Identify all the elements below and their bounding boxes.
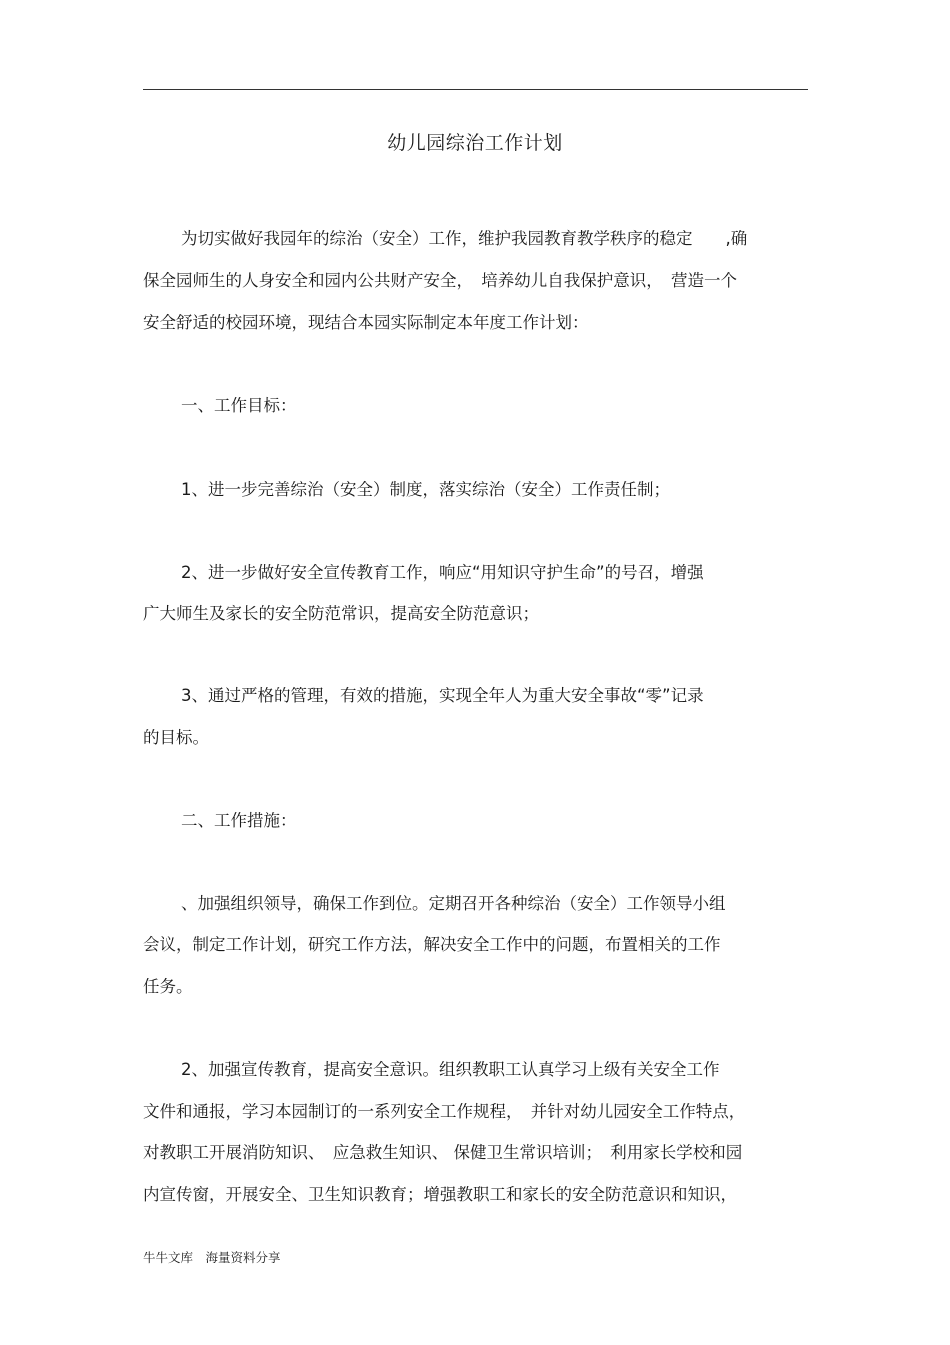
footer-text: 牛牛文库 海量资料分享 <box>143 1250 281 1265</box>
page-title: 幼儿园综治工作计划 <box>387 132 563 154</box>
measure-1-line-2: 会议，制定工作计划，研究工作方法，解决安全工作中的问题，布置相关的工作 <box>143 935 721 954</box>
goal-2-line-2: 广大师生及家长的安全防范常识，提高安全防范意识； <box>143 604 539 623</box>
top-rule <box>143 89 808 90</box>
measure-1-line-3: 任务。 <box>143 977 193 996</box>
goal-1-line-1: 1、进一步完善综治（安全）制度，落实综治（安全）工作责任制； <box>181 480 670 499</box>
measure-2-line-2: 文件和通报，学习本园制订的一系列安全工作规程， 并针对幼儿园安全工作特点， <box>143 1102 746 1121</box>
goal-3-line-1: 3、通过严格的管理，有效的措施，实现全年人为重大安全事故“零”记录 <box>181 686 704 705</box>
intro-line-2: 保全园师生的人身安全和园内公共财产安全， 培养幼儿自我保护意识， 营造一个 <box>143 271 737 290</box>
intro-line-1: 为切实做好我园年的综治（安全）工作，维护我园教育教学秩序的稳定 ,确 <box>181 229 748 248</box>
section-heading-goals: 一、工作目标： <box>181 396 297 415</box>
measure-2-line-1: 2、加强宣传教育，提高安全意识。组织教职工认真学习上级有关安全工作 <box>181 1060 720 1079</box>
measure-2-line-3: 对教职工开展消防知识、 应急救生知识、 保健卫生常识培训； 利用家长学校和园 <box>143 1143 743 1162</box>
intro-line-3: 安全舒适的校园环境，现结合本园实际制定本年度工作计划： <box>143 313 589 332</box>
goal-3-line-2: 的目标。 <box>143 728 209 747</box>
measure-2-line-4: 内宣传窗，开展安全、卫生知识教育；增强教职工和家长的安全防范意识和知识， <box>143 1185 737 1204</box>
section-heading-measures: 二、工作措施： <box>181 811 297 830</box>
goal-2-line-1: 2、进一步做好安全宣传教育工作，响应“用知识守护生命”的号召，增强 <box>181 563 704 582</box>
measure-1-line-1: 、加强组织领导，确保工作到位。定期召开各种综治（安全）工作领导小组 <box>181 894 726 913</box>
